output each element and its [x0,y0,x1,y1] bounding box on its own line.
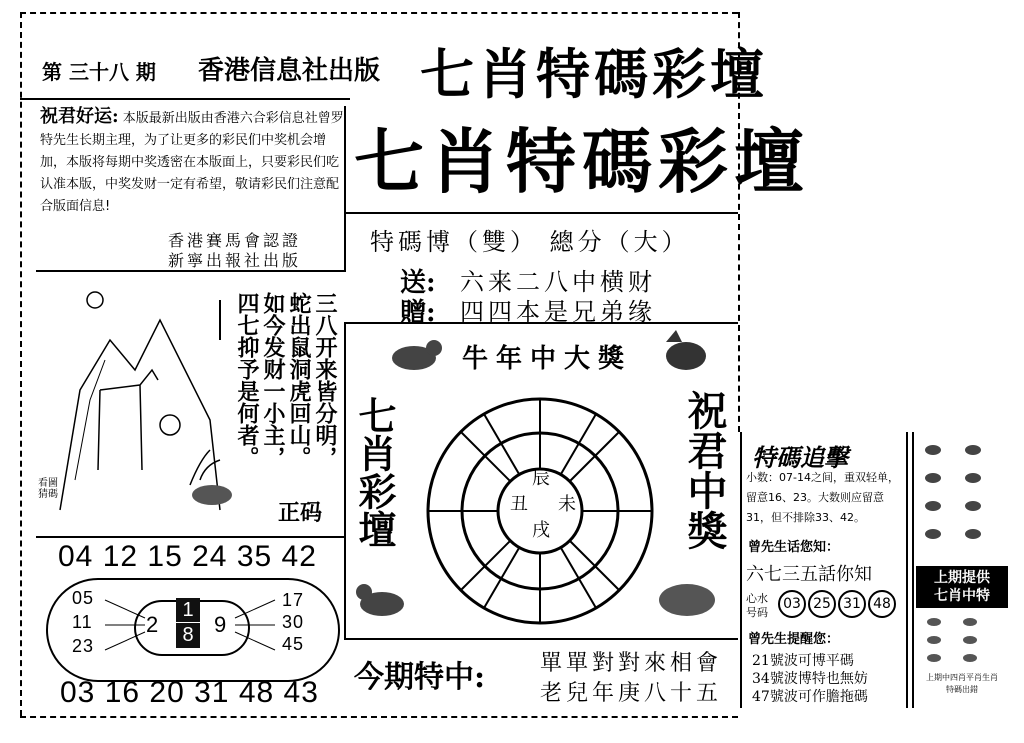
send-label: 送: [400,268,436,298]
zodiac-inner-bottom: 戌 [532,520,550,541]
pill-center-box-top: 1 [182,599,194,621]
bottom-line-2: 老兒年庚八十五 [540,681,723,706]
water-numbers [778,590,898,618]
pill-center-right: 9 [214,612,228,637]
gift-label: 贈: [400,298,436,328]
notice-title: 曾先生话您知： [748,540,840,555]
bottom-label: 今期特中: [354,660,486,695]
zodiac-right-vertical: 祝君中獎 [681,390,728,550]
poem-col-3: 如今发财一小主， [260,292,286,468]
send-text: 六来二八中横财 [460,268,656,296]
far-right-banner [916,566,1008,608]
remind-title: 曾先生提醒您： [748,632,840,647]
zodiac-wheel [420,396,660,626]
landscape-illustration [40,280,240,525]
publisher: 香港信息社出版 [198,56,381,86]
chase-text: 小数：07-14之间，重双轻单，留意16、23。大数则应留意31，但不排除33、42。 [746,471,899,524]
issue-number: 第 三十八 期 [42,60,156,84]
title-divider [344,212,738,214]
water-number: 03 [778,590,806,618]
zodiac-animals-small-grid-icon [920,614,1006,670]
poem-divider [36,536,346,538]
side-label: 看圖猜碼 [38,478,58,500]
cert-line-2: 新寧出報社出版 [168,251,302,270]
cert-line-1: 香港賽馬會認證 [168,231,302,250]
far-right-note-1: 上期中四肖平肖生肖 [926,673,998,682]
remind-line-2: 34號波博特也無妨 [752,671,868,687]
pill-center-box-bottom: 8 [176,622,200,647]
greeting-right-border [344,106,346,270]
greeting-block [40,106,345,218]
header-title: 七肖特碼彩壇 [420,42,768,106]
main-title: 七肖特碼彩壇 [354,120,810,203]
pill-left-3: 23 [72,636,95,656]
poem-col-1: 三八开来皆分明， [312,292,338,468]
special-divider [344,322,738,324]
greeting-divider [36,270,346,272]
bottom-dashed-border [20,716,738,718]
far-right-banner-line-2: 七肖中特 [934,588,990,604]
bottom-line-1: 單單對對來相會 [540,651,723,676]
remind-line-3: 47號波可作膽拖碼 [752,689,868,705]
greeting-label: 祝君好运: [40,106,119,127]
notice-phrase: 六七三五話你知 [746,564,872,585]
water-number: 31 [838,590,866,618]
poem-col-4: 四七抑予是何者。 [234,292,260,468]
rooster-icon [656,326,716,376]
chase-title: 特碼追擊 [752,443,848,472]
pill-center-left: 2 [146,612,160,637]
water-number: 25 [808,590,836,618]
top-number-row: 04 12 15 24 35 42 [58,540,317,573]
bottom-number-row: 03 16 20 31 48 43 [60,676,319,709]
zodiac-left-vertical: 七肖彩壇 [352,396,397,548]
far-right-note-2: 特碼出錯 [946,685,978,694]
zodiac-animals-grid-icon [918,440,1008,550]
dog-icon [352,574,412,624]
pill-center-box [176,598,200,648]
pill-left-2: 11 [72,612,93,632]
water-number: 48 [868,590,896,618]
far-right-banner-line-1: 上期提供 [934,570,990,586]
pill-right-1: 17 [282,590,305,610]
zodiac-inner-top: 辰 [532,468,550,489]
gift-text: 四四本是兄弟缘 [460,298,656,326]
poem-col-2: 蛇出鼠洞虎回山。 [286,292,312,468]
header-divider [20,98,350,100]
monkey-icon [384,330,444,380]
left-border [20,12,22,716]
zodiac-banner: 牛年中大獎 [462,344,633,374]
pig-icon [652,574,722,624]
bottom-section-divider [344,638,738,640]
greeting-body: 本版最新出版由香港六合彩信息社曾罗特先生长期主理，为了让更多的彩民们中奖机会增加，本版将每期中奖透密在本版面上，只要彩民们吃认准本版，中奖发财一定有希望，敬请彩民们注意配合版面信息! [40,111,344,214]
pill-right-2: 30 [282,612,305,632]
zodiac-inner-right: 未 [558,494,576,515]
poem-tail: 正码 [278,500,323,526]
poem-right-border [344,322,346,640]
special-line: 特碼博（雙） 總分（大） [370,228,690,256]
water-label-2: 号码 [746,606,768,619]
water-label-1: 心水 [746,592,768,605]
remind-line-1: 21號波可博平碼 [752,653,854,669]
pill-right-3: 45 [282,634,305,654]
zodiac-inner-left: 丑 [510,494,528,515]
top-dashed-border [20,12,738,14]
pill-left-1: 05 [72,588,95,608]
